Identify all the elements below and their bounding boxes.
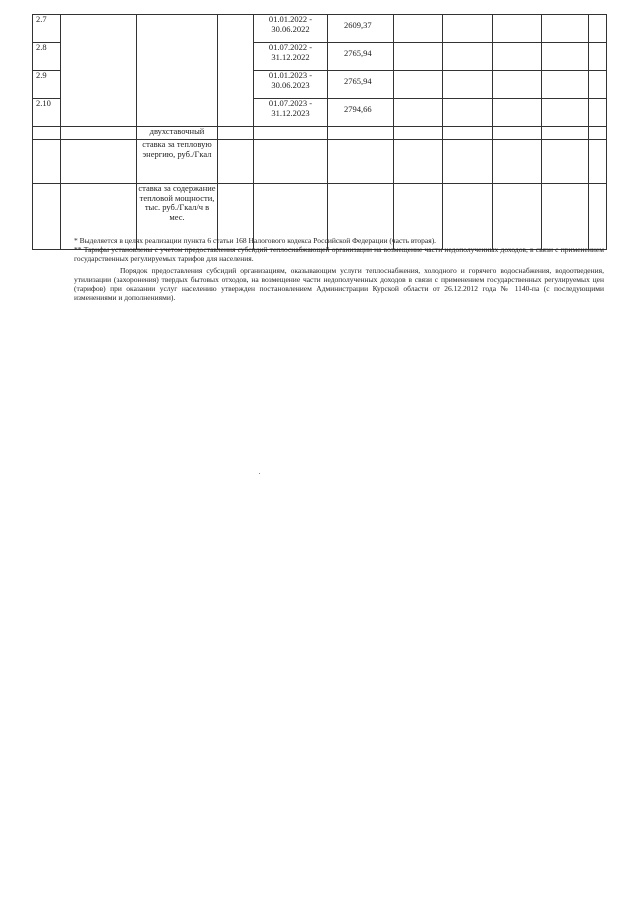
scan-speck: [259, 473, 260, 474]
energy-rate-label: ставка за тепловую энергию, руб./Гкал: [137, 140, 218, 184]
row-number: 2.9: [33, 71, 61, 99]
period-cell: 01.01.2023 - 30.06.2023: [254, 71, 328, 99]
capacity-rate-label: ставка за содержание тепловой мощности, тыс. руб./Гкал/ч в мес.: [137, 184, 218, 250]
period-cell: 01.07.2022 - 31.12.2022: [254, 43, 328, 71]
footnotes: [74, 236, 604, 302]
subsidy-order-paragraph: Порядок предоставления субсидий организациям, оказывающим услуги теплоснабжения, холодного и горячего водоснабжения, водоотведения, утилизации (захоронения) твердых бытовых отходов, на возмещение части недополученных доходов в связи с применением государственных регулируемых цен (тарифов) при оказании услуг населению утвержден постановлением Администрации Курской области от 26.12.2012 года № 1140-па (с последующими изменениями и дополнениями).: [74, 266, 604, 302]
period-cell: 01.01.2022 - 30.06.2022: [254, 15, 328, 43]
period-cell: 01.07.2023 - 31.12.2023: [254, 99, 328, 127]
two-part-label: двухставочный: [137, 127, 218, 140]
tariff-table: [32, 14, 607, 250]
table-row: [33, 140, 607, 184]
footnote-vat: * Выделяется в целях реализации пункта 6 статьи 168 Налогового кодекса Российской Федерации (часть вторая).: [74, 236, 437, 245]
table-row: [33, 127, 607, 140]
table-row: [33, 15, 607, 43]
row-number: 2.8: [33, 43, 61, 71]
price-cell: 2794,66: [328, 99, 394, 127]
price-cell: 2765,94: [328, 71, 394, 99]
price-cell: 2765,94: [328, 43, 394, 71]
row-number: 2.7: [33, 15, 61, 43]
price-cell: 2609,37: [328, 15, 394, 43]
footnote-subsidy: ** Тарифы установлены с учетом предоставления субсидий теплоснабжающей организации на возмещение части недополученных доходов, в связи с применением государственных регулируемых тарифов для населения.: [74, 245, 604, 263]
row-number: 2.10: [33, 99, 61, 127]
